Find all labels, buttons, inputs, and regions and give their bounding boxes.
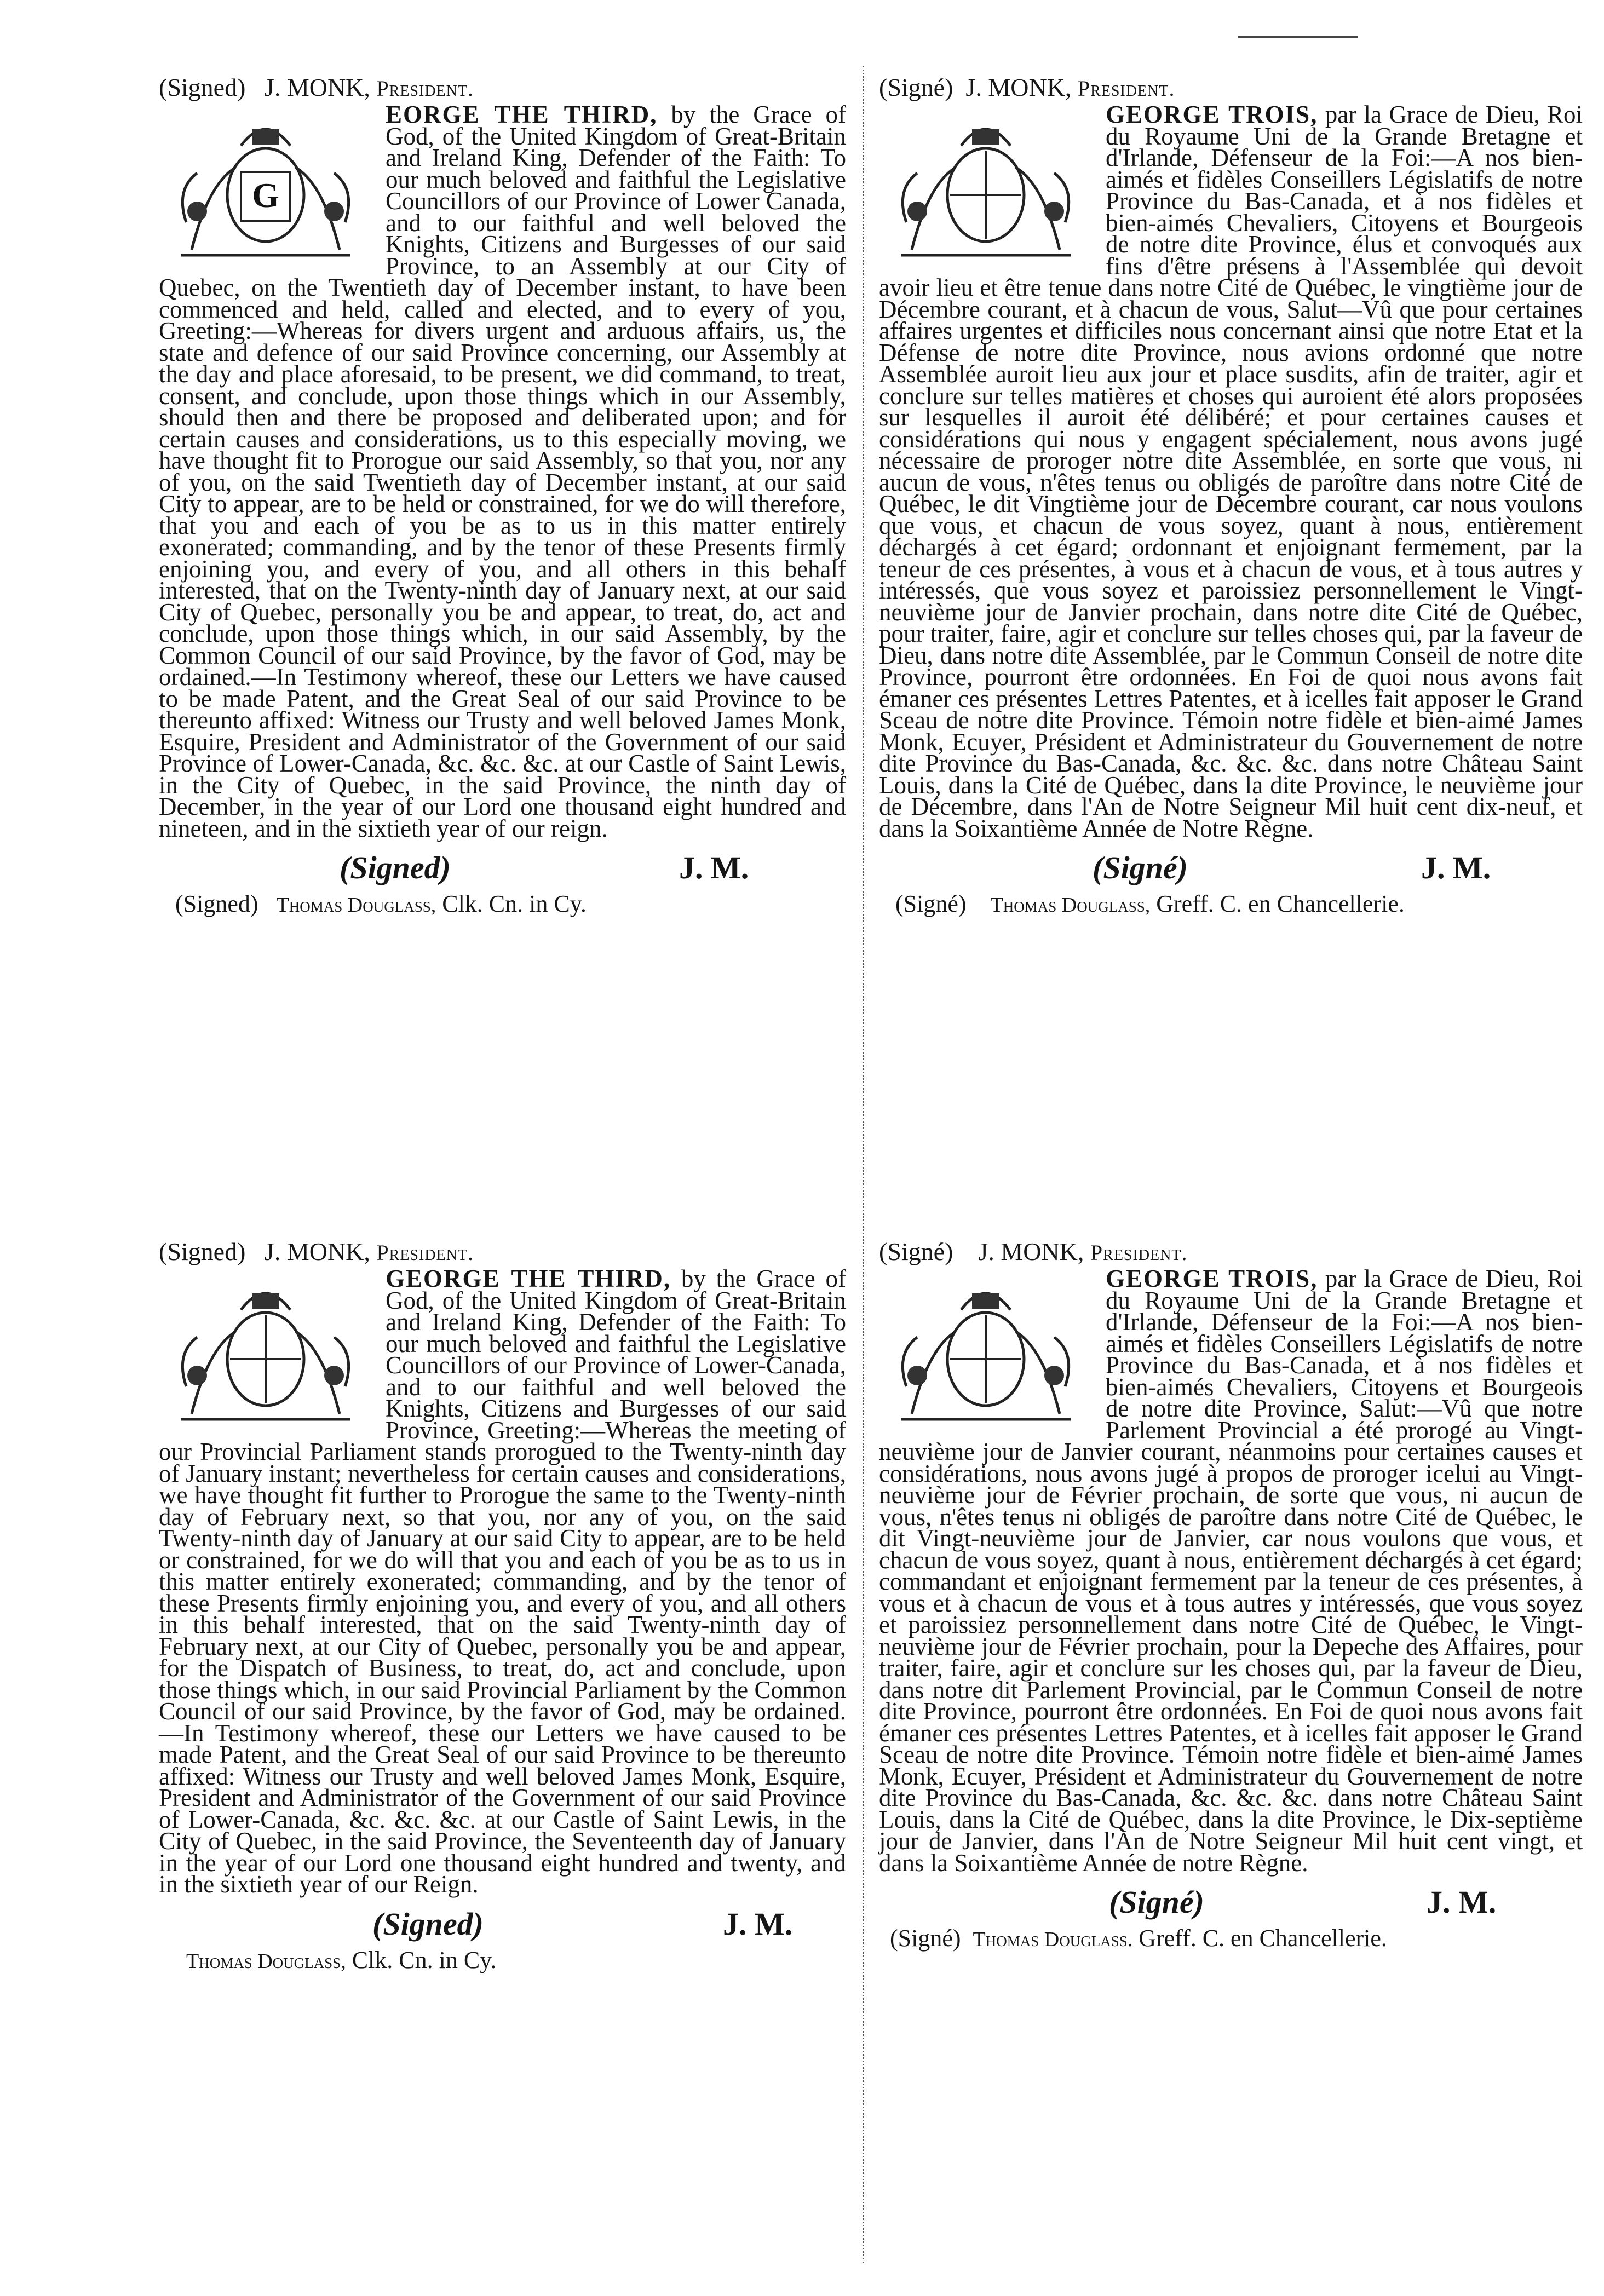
proclamation-body [879,101,1583,842]
clerk-title: Greff. C. en Chancellerie. [1139,1925,1387,1952]
initials: J. M. [1421,850,1491,885]
clerk-prefix: (Signé) [890,1925,961,1952]
royal-coat-of-arms-icon [879,1271,1093,1436]
proclamation-lead: GEORGE TROIS, [1106,101,1318,128]
president-signature-line [159,72,846,104]
signed-prefix: (Signé) [879,73,953,101]
clerk-signature-line [879,1924,1583,1954]
initials: J. M. [1427,1884,1497,1920]
signature-row [159,849,846,884]
proclamation-text: by the Grace of God, of the United Kingdom of Great-Britain and Ireland King, Defender of the Faith: To our much beloved and faithful the Legislative Councillors of our Province of Lower Canada, and to our faithful and well beloved the Knights, Citizens and Burgesses of our said Province, to an Assembly at our City of Quebec, on the Twentieth day of December instant, to have been commenced and held, called and elected, and to every of you, Greeting:—Whereas for divers urgent and arduous affairs, us, the state and defence of our said Province concerning, our Assembly at the day and place aforesaid, to be present, we did command, to treat, consent, and conclude, upon those things which in our Assembly, should then and there be proposed and deliberated upon; and for certain causes and considerations, us to this especially moving, we have thought fit to Prorogue our said Assembly, so that you, nor any of you, on the said Twentieth day of December instant, at our said City to appear, are to be held or constrained, for we do will therefore, that you and each of you be as to us in this matter entirely exonerated; commanding, and by the tenor of these Presents firmly enjoining you, and every of you, and all others in this behalf interested, that on the Twenty-ninth day of January next, at our said City of Quebec, personally you be and appear, to treat, do, act and conclude, upon those things which, in our said Assembly, by the Common Council of our said Province, by the favor of God, may be ordained.—In Testimony whereof, these our Letters we have caused to be made Patent, and the Great Seal of our said Province to be thereunto affixed: Witness our Trusty and well beloved James Monk, Esquire, President and Administrator of the Government of our said Province of Lower-Canada, &c. &c. &c. at our Castle of Saint Lewis, in the City of Quebec, in the said Province, the ninth day of December, in the year of our Lord one thousand eight hundred and nineteen, and in the sixtieth year of our reign. [159,101,846,842]
clerk-signature-line [159,1946,846,1976]
header-rule [1238,36,1358,38]
column-divider [863,66,864,2263]
signed-prefix: (Signé) [879,1238,953,1265]
proclamation-text: par la Grace de Dieu, Roi du Royaume Uni de la Grande Bretagne et d'Irlande, Défenseur de la Foi:—A nos bien-aimés et fidèles Conseillers Législatifs de notre Province du Bas-Canada, et à nos fidèles et bien-aimés Chevaliers, Citoyens et Bourgeois de notre dite Province, Salut:—Vû que notre Parlement Provincial a été prorogé au Vingt-neuvième jour de Janvier courant, néanmoins pour certaines causes et considérations, nous avons jugé à propos de proroger icelui au Vingt-neuvième jour de Février prochain, de sorte que vous, ni aucun de vous, n'êtes tenus ni obligés de paroître dans notre Cité de Québec, le dit Vingt-neuvième jour de Janvier, car nous voulons que vous, et chacun de vous soyez, quant à nous, entièrement déchargés à cet égard; commandant et enjoignant fermement par la teneur de ces présentes, à vous et à chacun de vous et à tous autres y intéressés, que vous soyez et paroissiez personnellement dans notre Cité de Québec, le Vingt-neuvième jour de Février prochain, pour la Depeche des Affaires, pour traiter, faire, agir et conclure sur les choses qui, par la faveur de Dieu, dans notre dit Parlement Provincial, par le Commun Conseil de notre dite Province, pourront être ordonnées. En Foi de quoi nous avons fait émaner ces présentes Lettres Patentes, et à icelles fait apposer le Grand Sceau de notre dite Province. Témoin notre fidèle et bien-aimé James Monk, Ecuyer, Président et Administrateur du Gouvernement de notre dite Province du Bas-Canada, &c. &c. &c. dans notre Château Saint Louis, dans la Cité de Québec, dans la dite Province, le Dix-septième jour de Janvier, dans l'An de Notre Seigneur Mil huit cent vingt, et dans la Soixantième Année de notre Règne. [879,1265,1583,1877]
clerk-name: Thomas Douglass, [276,894,436,917]
president-signature-line [159,1236,846,1268]
proclamation-body [159,101,846,842]
proclamation-body [159,1265,846,1898]
initials: J. M. [679,850,749,885]
clerk-name: Thomas Douglass. [973,1928,1133,1951]
president-signature-line [879,72,1583,104]
royal-coat-of-arms-icon [879,107,1093,272]
president-name: J. MONK, [264,73,370,101]
royal-coat-of-arms-icon [159,107,372,272]
signed-prefix: (Signed) [159,1238,246,1265]
president-signature-line [879,1236,1583,1268]
proclamation-english-2 [159,1236,846,1976]
president-title: President. [376,1240,474,1265]
proclamation-body [879,1265,1583,1877]
signed-label: (Signed) [340,850,451,885]
president-name: J. MONK, [965,73,1072,101]
clerk-title: Clk. Cn. in Cy. [442,890,587,917]
svg-text:G: G [252,176,279,215]
clerk-name: Thomas Douglass, [186,1949,346,1973]
initials: J. M. [723,1906,793,1942]
royal-coat-of-arms-icon [159,1271,372,1436]
signature-row [879,1884,1583,1919]
clerk-prefix: (Signé) [895,890,967,917]
signed-label: (Signed) [372,1906,484,1942]
proclamation-lead: EORGE THE THIRD, [386,101,658,128]
president-name: J. MONK, [264,1238,370,1265]
proclamation-french-2 [879,1236,1583,1954]
proclamation-lead: GEORGE THE THIRD, [386,1265,671,1292]
clerk-title: Greff. C. en Chancellerie. [1156,890,1405,917]
signed-prefix: (Signed) [159,73,246,101]
proclamation-french-1 [879,72,1583,919]
clerk-title: Clk. Cn. in Cy. [352,1946,497,1973]
signed-label: (Signé) [1109,1884,1204,1920]
clerk-signature-line [879,890,1583,919]
proclamation-text: by the Grace of God, of the United Kingdom of Great-Britain and Ireland King, Defender of the Faith: To our much beloved and faithful the Legislative Councillors of our Province of Lower-Canada, and to our faithful and well beloved the Knights, Citizens and Burgesses of our said Province, Greeting:—Whereas the meeting of our Provincial Parliament stands prorogued to the Twenty-ninth day of January instant; nevertheless for certain causes and considerations, we have thought fit further to Prorogue the same to the Twenty-ninth day of February next, so that you, nor any of you, on the said Twenty-ninth day of January at our said City to appear, are to be held or constrained, for we do will that you and each of you be as to us in this matter entirely exonerated; commanding, and by the tenor of these Presents firmly enjoining you, and every of you, and all others in this behalf interested, that on the said Twenty-ninth day of February next, at our City of Quebec, personally you be and appear, for the Dispatch of Business, to treat, do, act and conclude, upon those things which, in our said Provincial Parliament by the Common Council of our said Province, by the favor of God, may be ordained.—In Testimony whereof, these our Letters we have caused to be made Patent, and the Great Seal of our said Province to be thereunto affixed: Witness our Trusty and well beloved James Monk, Esquire, President and Administrator of the Government of our said Province of Lower-Canada, &c. &c. &c. at our Castle of Saint Lewis, in the City of Quebec, in the said Province, the Seventeenth day of January in the year of our Lord one thousand eight hundred and twenty, and in the sixtieth year of our Reign. [159,1265,846,1898]
signed-label: (Signé) [1093,850,1188,885]
clerk-prefix: (Signed) [175,890,258,917]
president-title: President. [1077,76,1175,101]
president-title: President. [1090,1240,1188,1265]
signature-row [159,1906,846,1941]
proclamation-text: par la Grace de Dieu, Roi du Royaume Uni de la Grande Bretagne et d'Irlande, Défenseur de la Foi:—A nos bien-aimés et fidèles Conseillers Législatifs de notre Province du Bas-Canada, et à nos fidèles et bien-aimés Chevaliers, Citoyens et Bourgeois de notre dite Province, élus et convoqués aux fins d'être présens à l'Assemblée qui devoit avoir lieu et être tenue dans notre Cité de Québec, le vingtième jour de Décembre courant, et à chacun de vous, Salut—Vû que pour certaines affaires urgentes et difficiles nous concernant ainsi que notre Etat et la Défense de notre dite Province, nous avions ordonné que notre Assemblée auroit lieu aux jour et place susdits, afin de traiter, agir et conclure sur telles matières et choses qui auroient été alors proposées sur lesquelles il auroit été délibéré; et pour certaines causes et considérations qui nous y engagent spécialement, nous avons jugé nécessaire de proroger notre dite Assemblée, en sorte que vous, ni aucun de vous, n'êtes tenus ou obligés de paroître dans notre Cité de Québec, le dit Vingtième jour de Décembre courant, car nous voulons que vous, et chacun de vous soyez, quant à nous, entièrement déchargés à cet égard; ordonnant et enjoignant fermement, par la teneur de ces présentes, à vous et à chacun de vous, et à tous autres y intéressés, que vous soyez et paroissiez personnellement le Vingt-neuvième jour de Janvier prochain, dans notre dite Cité de Québec, pour traiter, faire, agir et conclure sur telles choses qui, par la faveur de Dieu, dans notre dite Assemblée, par le Commun Conseil de notre dite Province, pourront être ordonnées. En Foi de quoi nous avons fait émaner ces présentes Lettres Patentes, et à icelles fait apposer le Grand Sceau de notre dite Province. Témoin notre fidèle et bien-aimé James Monk, Ecuyer, Président et Administrateur du Gouvernement de notre dite Province du Bas-Canada, &c. &c. &c. dans notre Château Saint Louis, dans la Cité de Québec, dans la dite Province, le neuvième jour de Décembre, dans l'An de Notre Seigneur Mil huit cent dix-neuf, et dans la Soixantième Année de Notre Règne. [879,101,1583,842]
president-name: J. MONK, [978,1238,1084,1265]
signature-row [879,849,1583,884]
clerk-name: Thomas Douglass, [990,894,1151,917]
president-title: President. [376,76,474,101]
clerk-signature-line [159,890,846,919]
proclamation-english-1 [159,72,846,919]
proclamation-lead: GEORGE TROIS, [1106,1265,1318,1292]
